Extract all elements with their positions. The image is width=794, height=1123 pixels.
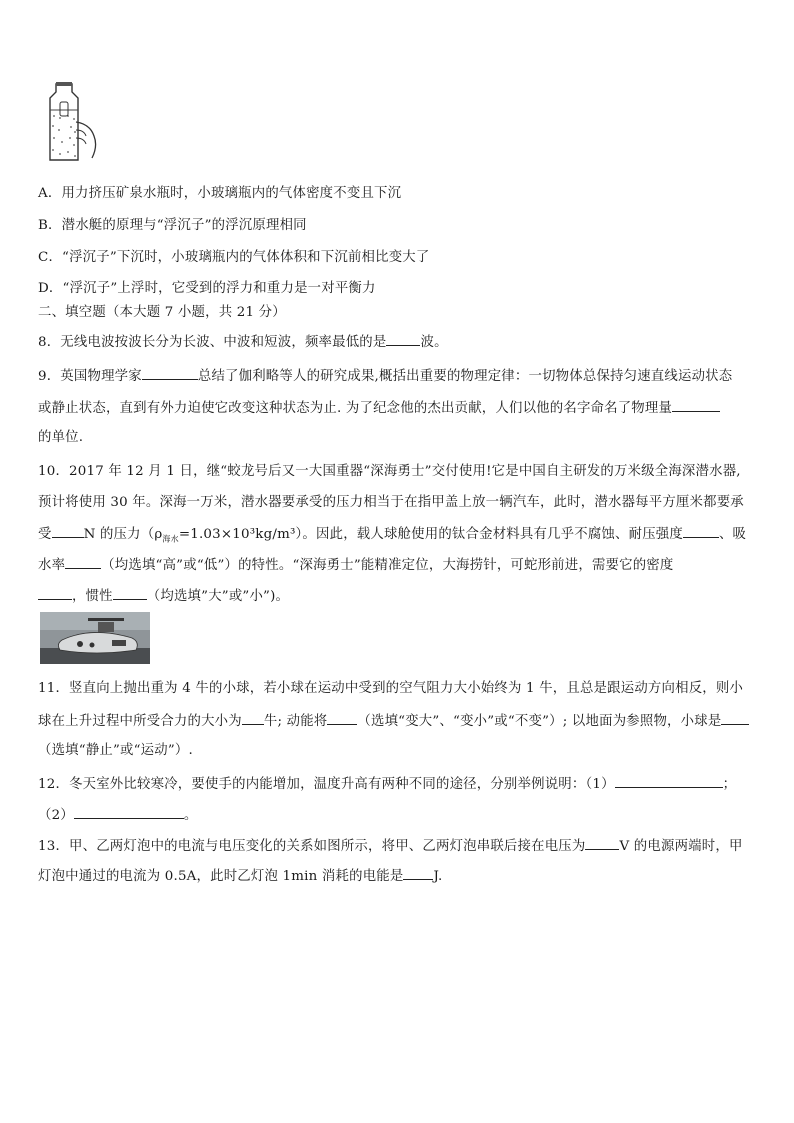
answer-blank[interactable] bbox=[242, 711, 264, 725]
submersible-photo bbox=[40, 612, 150, 664]
answer-blank[interactable] bbox=[683, 524, 719, 538]
question-10-text: （均选填”大”或”小”)。 bbox=[146, 589, 290, 604]
question-8-text: 8．无线电波按波长分为长波、中波和短波，频率最低的是 bbox=[38, 335, 387, 350]
answer-blank[interactable] bbox=[585, 836, 619, 850]
question-8 bbox=[38, 332, 448, 352]
answer-blank[interactable] bbox=[403, 866, 433, 880]
question-9-text: 9．英国物理学家 bbox=[38, 369, 142, 384]
question-13-text: V 的电源两端时，甲 bbox=[619, 839, 743, 854]
option-d: D．“浮沉子”上浮时，它受到的浮力和重力是一对平衡力 bbox=[38, 281, 376, 296]
question-9-line-3: 的单位. bbox=[38, 430, 84, 445]
question-12-text: 12．冬天室外比较寒冷，要使手的内能增加，温度升高有两种不同的途径，分别举例说明：（1） bbox=[38, 777, 615, 792]
answer-blank[interactable] bbox=[38, 586, 72, 600]
question-11-text: 球在上升过程中所受合力的大小为 bbox=[38, 714, 242, 729]
subscript: 海水 bbox=[162, 534, 179, 544]
question-11-text: 牛; 动能将 bbox=[263, 714, 328, 729]
answer-blank[interactable] bbox=[65, 555, 101, 569]
question-10-text: （均选填“高”或“低”）的特性。“深海勇士”能精准定位，大海捞针，可蛇形前进，需要它的密度 bbox=[101, 558, 674, 573]
question-12-text: 。 bbox=[183, 808, 198, 823]
question-11-line-2 bbox=[38, 711, 749, 731]
answer-blank[interactable] bbox=[386, 332, 420, 346]
question-11-text: （选填“变大”、“变小”或“不变”）; 以地面为参照物，小球是 bbox=[357, 714, 722, 729]
question-9-text: 或静止状态，直到有外力迫使它改变这种状态为止. 为了纪念他的杰出贡献，人们以他的名字命名了物理量 bbox=[38, 401, 673, 416]
question-13-text: 灯泡中通过的电流为 0.5A，此时乙灯泡 1min 消耗的电能是 bbox=[38, 869, 404, 884]
question-13-text: J. bbox=[433, 869, 443, 884]
question-10-text: 水率 bbox=[38, 558, 66, 573]
question-13-text: 13．甲、乙两灯泡中的电流与电压变化的关系如图所示，将甲、乙两灯泡串联后接在电压为 bbox=[38, 839, 586, 854]
answer-blank[interactable] bbox=[52, 524, 84, 538]
question-13-line-2 bbox=[38, 866, 442, 886]
question-8-end: 波。 bbox=[420, 335, 448, 350]
question-11-line-1: 11．竖直向上抛出重为 4 牛的小球，若小球在运动中受到的空气阻力大小始终为 1 牛，且总是跟运动方向相反，则小 bbox=[38, 681, 744, 696]
question-9-text: 总结了伽利略等人的研究成果,概括出重要的物理定律：一切物体总保持匀速直线运动状态 bbox=[197, 369, 733, 384]
question-10-text: =1.03×10³kg/m³）。因此，载人球舱使用的钛合金材料具有几乎不腐蚀、耐压强度 bbox=[178, 527, 683, 542]
question-10-text: 、吸 bbox=[718, 527, 747, 542]
question-10-line-5 bbox=[38, 586, 289, 606]
question-12-text: ； bbox=[722, 777, 737, 792]
option-c: C．“浮沉子”下沉时，小玻璃瓶内的气体体积和下沉前相比变大了 bbox=[38, 250, 430, 265]
question-10-line-3 bbox=[38, 524, 746, 549]
question-10-text: N 的压力（ρ bbox=[83, 527, 163, 542]
option-b: B．潜水艇的原理与“浮沉子”的浮沉原理相同 bbox=[38, 218, 307, 233]
question-13-line-1 bbox=[38, 836, 743, 856]
bottle-figure bbox=[40, 80, 106, 166]
answer-blank[interactable] bbox=[142, 366, 198, 380]
question-9-line-2 bbox=[38, 398, 720, 418]
section-heading: 二、填空题（本大题 7 小题，共 21 分） bbox=[38, 305, 286, 320]
question-10-line-4 bbox=[38, 555, 674, 575]
question-10-text: ，惯性 bbox=[72, 589, 113, 604]
question-10-line-1: 10．2017 年 12 月 1 日，继“蛟龙号后又一大国重器“深海勇士”交付使用!它是中国自主研发的万米级全海深潜水器, bbox=[38, 464, 741, 479]
answer-blank[interactable] bbox=[672, 398, 720, 412]
answer-blank[interactable] bbox=[721, 711, 749, 725]
question-11-line-3: （选填“静止”或“运动”）. bbox=[38, 743, 193, 758]
question-12-text: （2） bbox=[38, 808, 74, 823]
question-12-line-2 bbox=[38, 805, 198, 825]
answer-blank[interactable] bbox=[327, 711, 357, 725]
question-12-line-1 bbox=[38, 774, 736, 794]
answer-blank[interactable] bbox=[74, 805, 184, 819]
answer-blank[interactable] bbox=[113, 586, 147, 600]
question-10-text: 受 bbox=[38, 527, 52, 542]
answer-blank[interactable] bbox=[615, 774, 723, 788]
question-10-line-2: 预计将使用 30 年。深海一万米，潜水器要承受的压力相当于在指甲盖上放一辆汽车，此时，潜水器每平方厘米都要承 bbox=[38, 495, 744, 510]
question-9-line-1 bbox=[38, 366, 732, 386]
option-a: A．用力挤压矿泉水瓶时，小玻璃瓶内的气体密度不变且下沉 bbox=[38, 186, 402, 201]
